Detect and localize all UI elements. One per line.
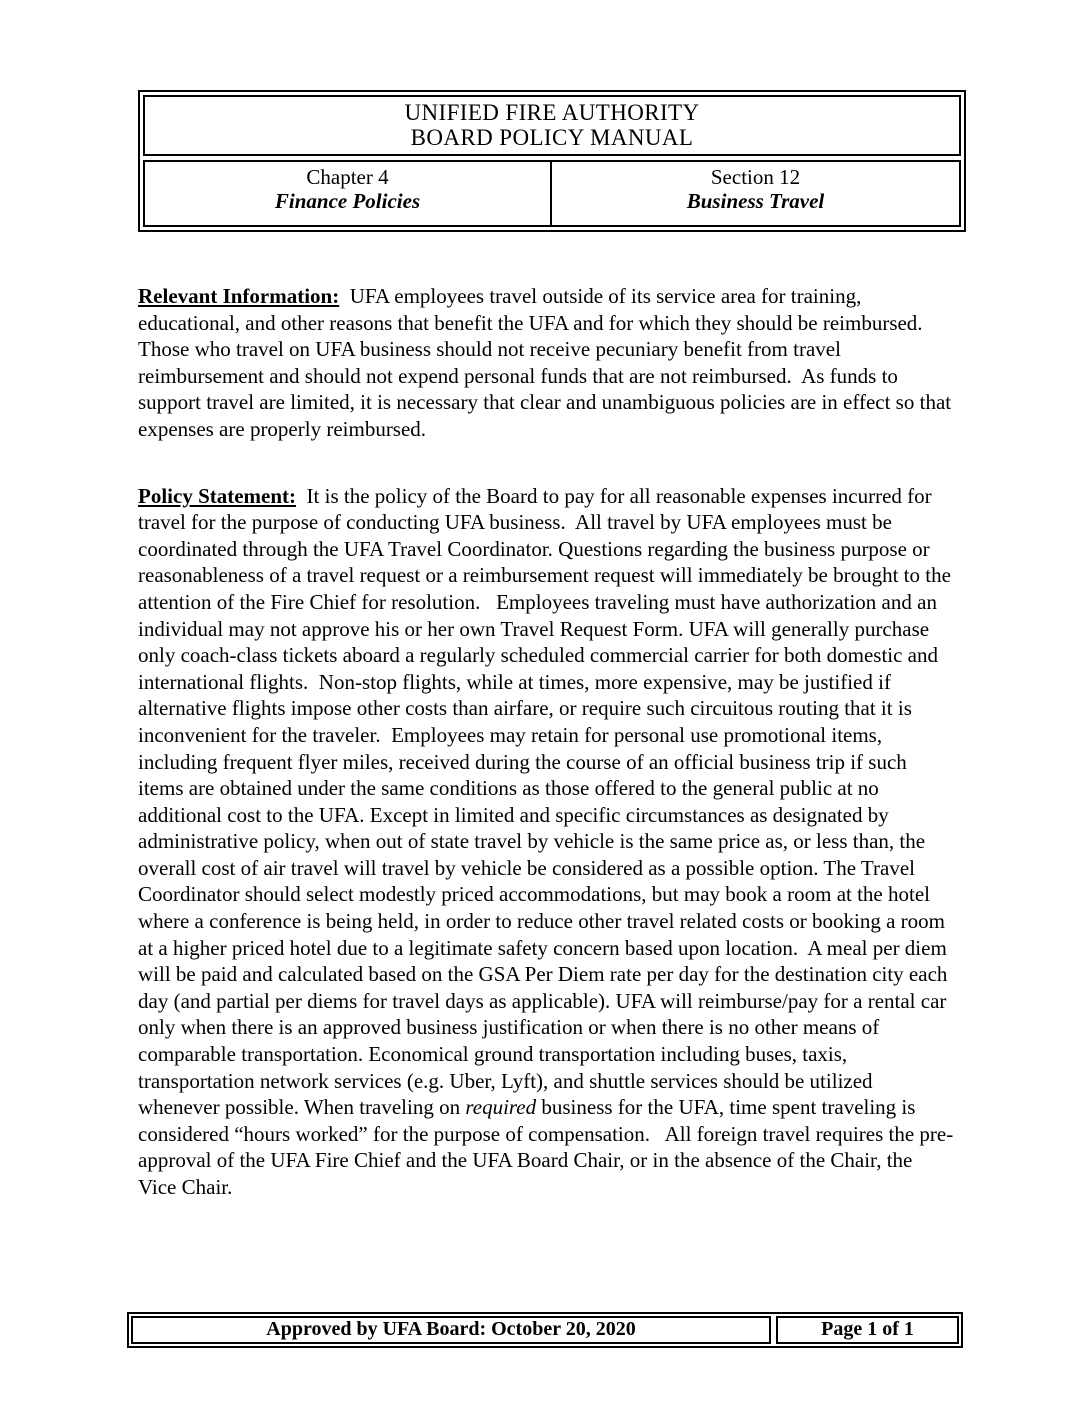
chapter-label: Chapter 4 <box>306 165 389 189</box>
header-title-cell <box>143 95 961 156</box>
approval-cell: Approved by UFA Board: October 20, 2020 <box>131 1316 771 1344</box>
text-run-normal: business for the UFA, time spent traveling is considered “hours worked” for the purpose of compensation. All foreign travel requires the pre-approval of the UFA Fire Chief and the UFA Board Chair, or in the absence of the Chair, the Vice Chair. <box>138 1095 954 1199</box>
page-number-cell: Page 1 of 1 <box>776 1316 959 1344</box>
section-name: Business Travel <box>686 189 825 213</box>
text-run-bold-underline: Relevant Information: <box>138 284 340 308</box>
policy-statement-paragraph <box>138 483 967 1201</box>
header-chapter-section-row <box>143 160 961 227</box>
section-label: Section 12 <box>710 165 801 189</box>
chapter-cell <box>145 162 552 225</box>
document-body <box>138 283 967 1201</box>
chapter-name: Finance Policies <box>274 189 421 213</box>
manual-title: BOARD POLICY MANUAL <box>410 125 694 150</box>
text-run-bold-underline: Policy Statement: <box>138 483 297 508</box>
text-run-normal: UFA employees travel outside of its service area for training, educational, and other reasons that benefit the UFA and for which they should be reimbursed. Those who travel on UFA business should not receive pecuniary benefit from travel reimbursement and should not expend personal funds that are not reimbursed. As funds to support travel are limited, it is necessary that clear and unambiguous policies are in effect so that expenses are properly reimbursed. <box>138 284 962 441</box>
approval-footer-table <box>127 1312 963 1348</box>
relevant-information-paragraph <box>138 283 962 443</box>
text-run-normal: It is the policy of the Board to pay for all reasonable expenses incurred for travel for the purpose of conducting UFA business. All travel by UFA employees must be coordinated through the UFA Travel Coordinator. Questions regarding the business purpose or reasonableness of a travel request or a reimbursement request will immediately be brought to the attention of the Fire Chief for resolution. Employees traveling must have authorization and an individual may not approve his or her own Travel Request Form. UFA will generally purchase only coach-class tickets aboard a regularly scheduled commercial carrier for both domestic and international flights. Non-stop flights, while at times, more expensive, may be justified if alternative flights impose other costs than airfare, or require such circuitous routing that it is inconvenient for the traveler. Employees may retain for personal use promotional items, including frequent flyer miles, received during the course of an official business trip if such items are obtained under the same conditions as those offered to the general public at no additional cost to the UFA. Except in limited and specific circumstances as designated by administrative policy, when out of state travel by vehicle is the same price as, or less than, the overall cost of air travel will travel by vehicle be considered as a possible option. The Travel Coordinator should select modestly priced accommodations, but may book a room at the hotel where a conference is being held, in order to reduce other travel related costs or booking a room at a higher priced hotel due to a legitimate safety concern based upon location. A meal per diem will be paid and calculated based on the GSA Per Diem rate per day for the destination city each day (and partial per diems for travel days as applicable). UFA will reimburse/pay for a rental car only when there is an approved business justification or when there is no other means of comparable transportation. Economical ground transportation including buses, taxis, transportation network services (e.g. Uber, Lyft), and shuttle services should be utilized whenever possible. When traveling on <box>138 483 967 1120</box>
org-title: UNIFIED FIRE AUTHORITY <box>404 100 700 125</box>
policy-manual-header-table <box>138 90 966 232</box>
section-cell <box>552 162 959 225</box>
text-run-italic: required <box>465 1095 537 1120</box>
